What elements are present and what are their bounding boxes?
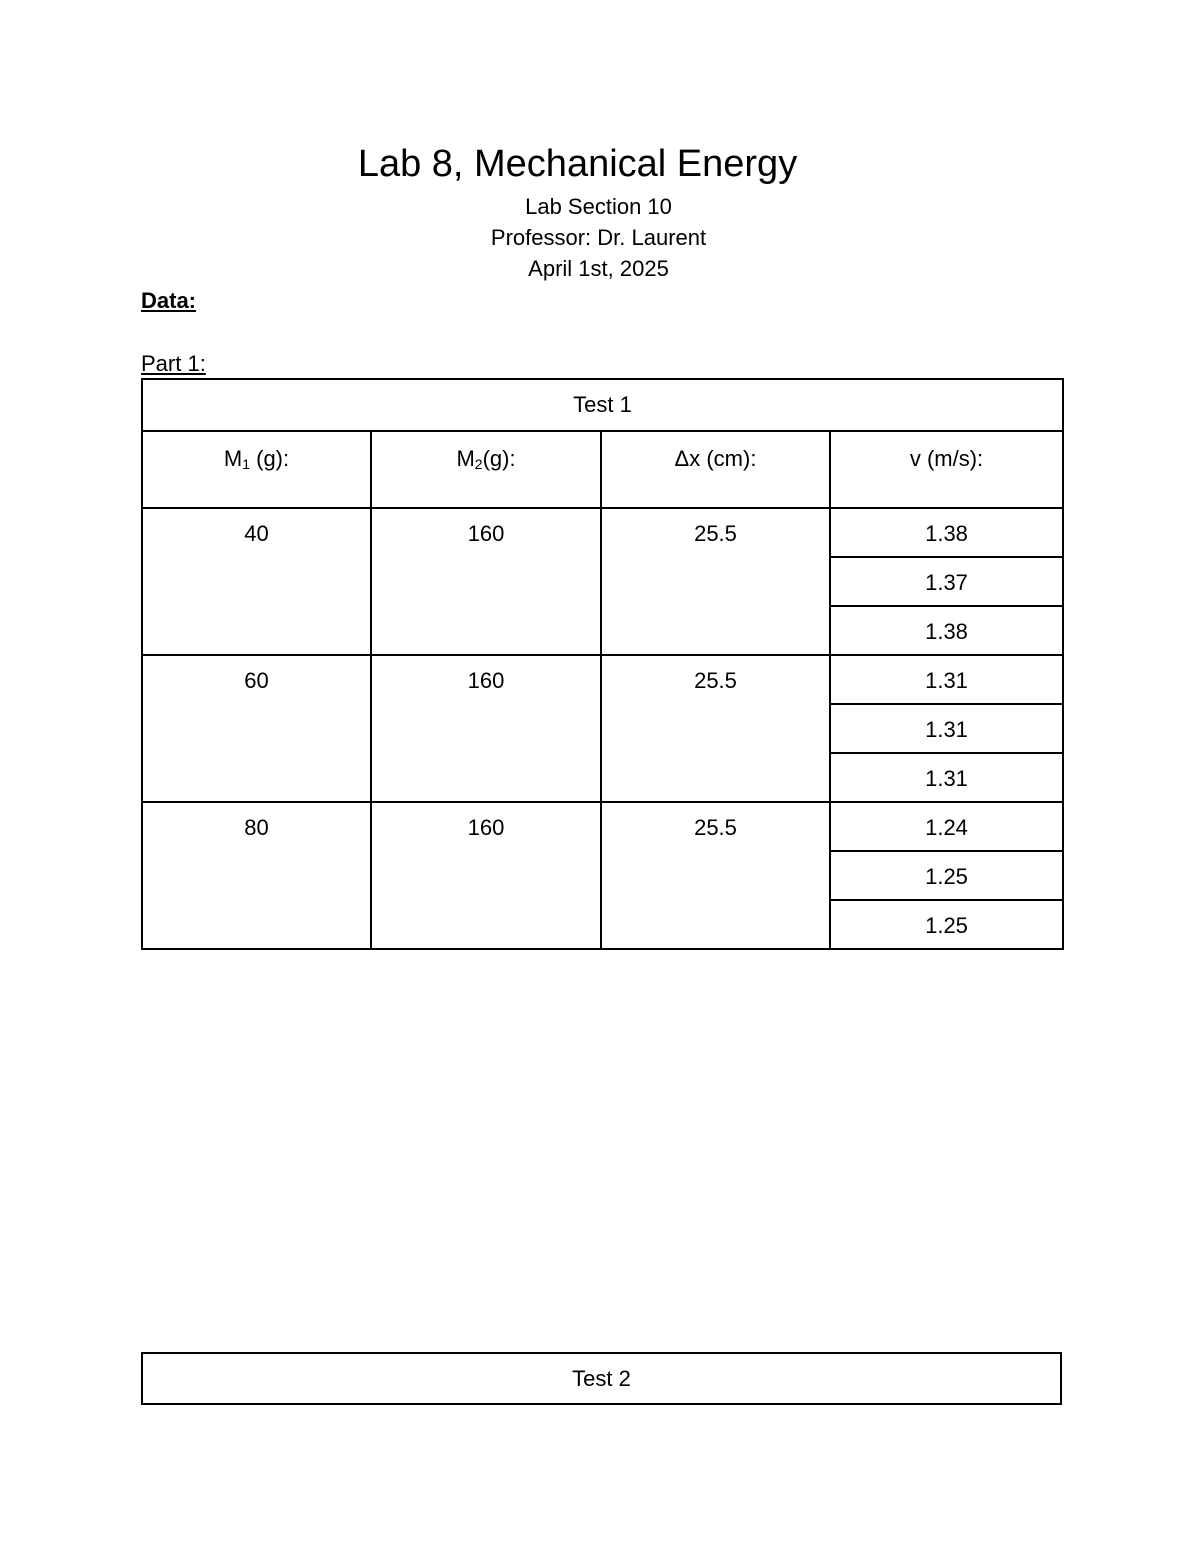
m2-cell: 160: [371, 655, 601, 802]
column-header-m1: [142, 431, 371, 508]
v-cell: 1.37: [830, 557, 1063, 606]
m2-cell: 160: [371, 508, 601, 655]
column-header-m2: [371, 431, 601, 508]
m1-cell: 60: [142, 655, 371, 802]
v-cell: 1.25: [830, 851, 1063, 900]
part-1-heading: Part 1:: [141, 351, 206, 376]
m1-symbol: M: [223, 446, 243, 471]
table-row: [142, 655, 1063, 704]
table-row: [142, 802, 1063, 851]
m2-unit: (g):: [482, 446, 516, 471]
v-cell: 1.31: [830, 704, 1063, 753]
v-cell: 1.24: [830, 802, 1063, 851]
v-cell: 1.38: [830, 606, 1063, 655]
test-1-title: Test 1: [142, 379, 1063, 431]
dx-cell: 25.5: [601, 655, 830, 802]
v-cell: 1.38: [830, 508, 1063, 557]
dx-cell: 25.5: [601, 508, 830, 655]
v-cell: 1.31: [830, 655, 1063, 704]
m1-cell: 40: [142, 508, 371, 655]
test-2-title: Test 2: [142, 1353, 1061, 1404]
m2-cell: 160: [371, 802, 601, 949]
m2-symbol: M: [456, 446, 475, 471]
data-heading: Data:: [141, 288, 197, 313]
v-cell: 1.25: [830, 900, 1063, 949]
column-header-v: v (m/s):: [830, 431, 1063, 508]
table-row: [142, 508, 1063, 557]
m2-subscript: 2: [474, 456, 483, 472]
dx-cell: 25.5: [601, 802, 830, 949]
v-cell: 1.31: [830, 753, 1063, 802]
professor-line: Professor: Dr. Laurent: [490, 225, 707, 250]
test-2-table: [141, 1352, 1062, 1405]
m1-unit: (g):: [250, 446, 290, 471]
test-1-table: [141, 378, 1064, 950]
document-title: Lab 8, Mechanical Energy: [357, 143, 798, 185]
date-line: April 1st, 2025: [528, 256, 669, 281]
m1-cell: 80: [142, 802, 371, 949]
column-header-dx: Δx (cm):: [601, 431, 830, 508]
m1-subscript: 1: [242, 456, 250, 472]
lab-section: Lab Section 10: [525, 194, 672, 219]
